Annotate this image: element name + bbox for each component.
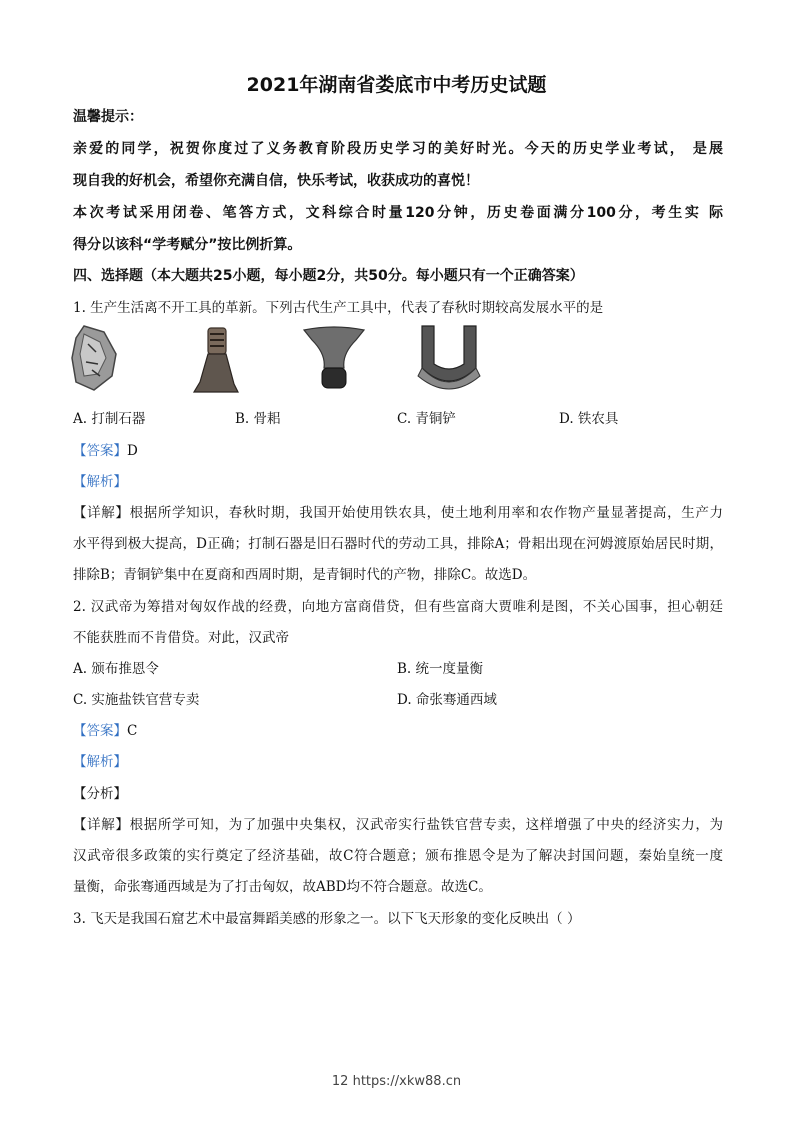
q1-detail-line-1: 【详解】根据所学知识，春秋时期，我国开始使用铁农具，使土地利用率和农作物产量显著提高，生产力 [73, 505, 723, 521]
q1-answer: D [127, 443, 138, 459]
intro-paragraph-2-line-1: 本次考试采用闭卷、笔答方式，文科综合时量120分钟，历史卷面满分100分，考生实 际 [73, 205, 723, 221]
stone-tool-icon [70, 324, 120, 398]
q1-detail-line-2: 水平得到极大提高，D正确；打制石器是旧石器时代的劳动工具，排除A；骨耜出现在河姆渡原始居民时期， [73, 536, 723, 552]
q2-analysis-tag: 【解析】 [73, 754, 127, 770]
intro-paragraph-1-line-2: 现自我的好机会，希望你充满自信，快乐考试，收获成功的喜悦！ [73, 173, 479, 189]
q2-answer: C [127, 723, 138, 739]
q2-detail-line-2: 汉武帝很多政策的实行奠定了经济基础，故C符合题意；颁布推恩令是为了解决封国问题，秦始皇统一度 [73, 848, 723, 864]
intro-paragraph-2-line-2: 得分以该科“学考赋分”按比例折算。 [73, 237, 302, 253]
bone-spade-icon [188, 324, 244, 400]
bronze-shovel-icon [302, 324, 366, 398]
intro-heading: 温馨提示： [73, 109, 143, 125]
q2-stem-line-1: 2. 汉武帝为筹措对匈奴作战的经费，向地方富商借贷，但有些富商大贾唯利是图，不关心国事，担心朝廷 [73, 599, 723, 615]
q2-fenxi-tag: 【分析】 [73, 786, 127, 802]
q1-option-c: C. 青铜铲 [397, 411, 456, 427]
page-title: 2021年湖南省娄底市中考历史试题 [246, 74, 547, 96]
page-footer: 12 https://xkw88.cn [331, 1074, 462, 1089]
q1-stem: 1. 生产生活离不开工具的革新。下列古代生产工具中，代表了春秋时期较高发展水平的是 [73, 300, 604, 316]
iron-farm-tool-icon [414, 324, 484, 400]
section-heading: 四、选择题（本大题共25小题，每小题2分，共50分。每小题只有一个正确答案） [73, 268, 584, 284]
q2-answer-line [73, 721, 723, 741]
q1-answer-tag: 【答案】 [73, 443, 127, 459]
q3-stem: 3. 飞天是我国石窟艺术中最富舞蹈美感的形象之一。以下飞天形象的变化反映出（ ） [73, 911, 581, 927]
q2-detail-line-1: 【详解】根据所学可知，为了加强中央集权，汉武帝实行盐铁官营专卖，这样增强了中央的经济实力，为 [73, 817, 723, 833]
q1-option-d: D. 铁农具 [559, 411, 619, 427]
q2-detail-line-3: 量衡，命张骞通西域是为了打击匈奴，故ABD均不符合题意。故选C。 [73, 879, 492, 895]
q2-option-c: C. 实施盐铁官营专卖 [73, 692, 200, 708]
q2-option-a: A. 颁布推恩令 [73, 661, 159, 677]
intro-paragraph-1-line-1: 亲爱的同学，祝贺你度过了义务教育阶段历史学习的美好时光。今天的历史学业考试， 是展 [73, 141, 723, 157]
q2-stem-line-2: 不能获胜而不肯借贷。对此，汉武帝 [73, 630, 289, 646]
q1-option-b: B. 骨耜 [235, 411, 281, 427]
q2-answer-tag: 【答案】 [73, 723, 127, 739]
q1-answer-line [73, 441, 723, 461]
q1-analysis-tag: 【解析】 [73, 474, 127, 490]
q2-option-d: D. 命张骞通西域 [397, 692, 497, 708]
q1-option-a: A. 打制石器 [73, 411, 146, 427]
q1-detail-line-3: 排除B；青铜铲集中在夏商和西周时期，是青铜时代的产物，排除C。故选D。 [73, 567, 537, 583]
q2-option-b: B. 统一度量衡 [397, 661, 484, 677]
